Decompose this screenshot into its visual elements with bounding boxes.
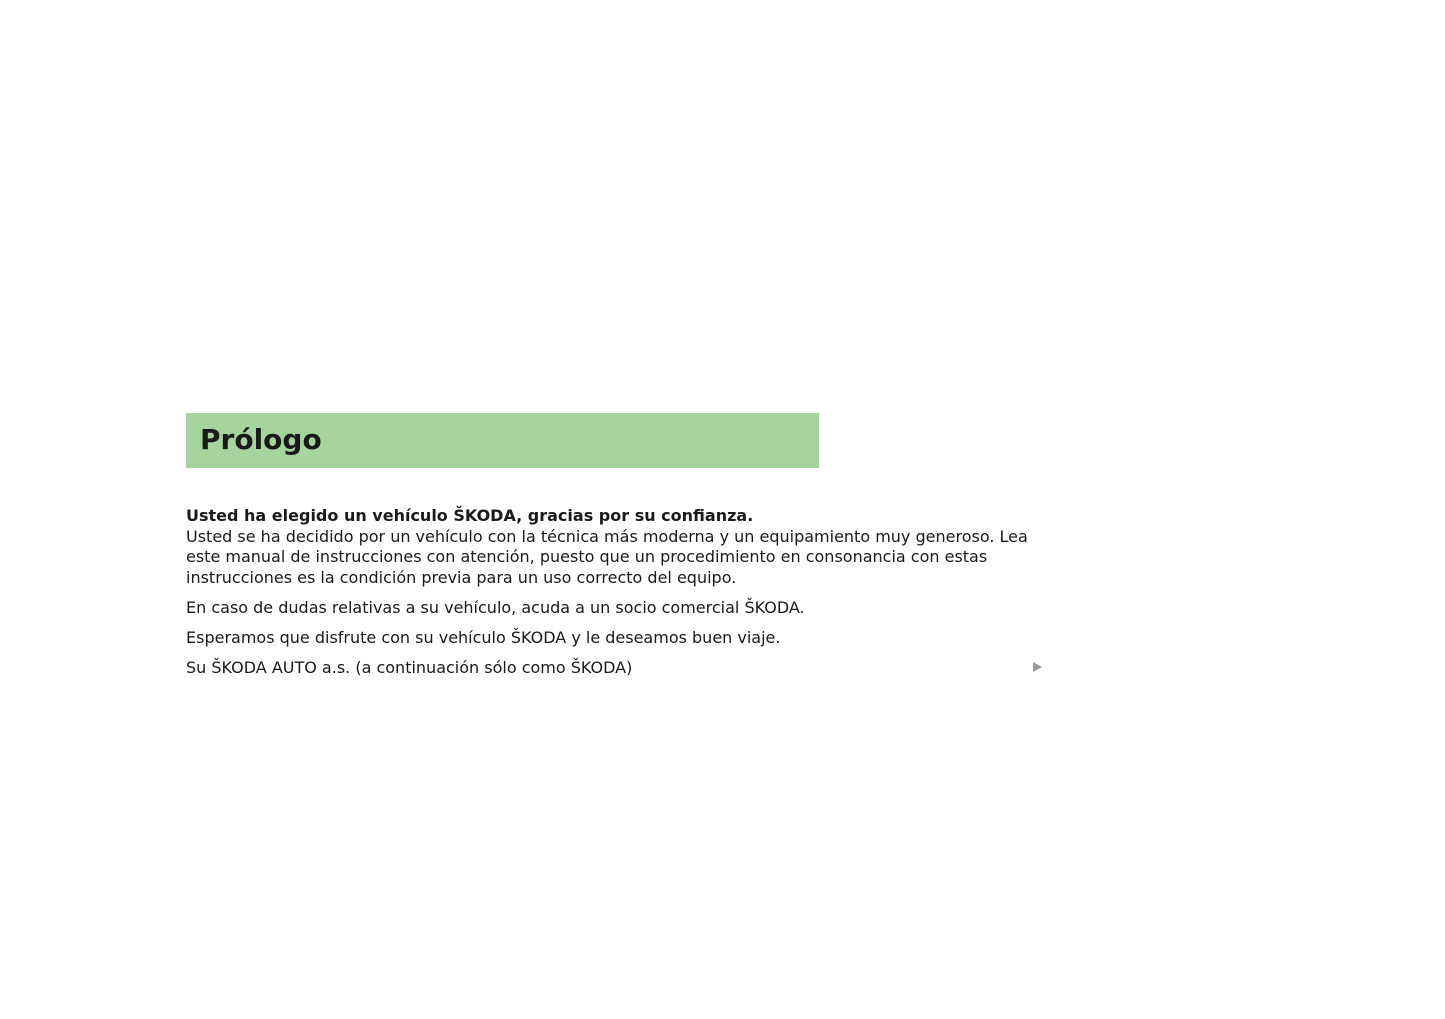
section-title-bar xyxy=(186,413,819,468)
paragraph-text: Usted se ha decidido por un vehículo con la técnica más moderna y un equipamiento muy generoso. Lea este manual de instrucciones con atención, puesto que un procedimiento en consonancia con estas instrucciones es la condición previa para un uso correcto del equipo. xyxy=(186,526,1028,587)
lead-sentence: Usted ha elegido un vehículo ŠKODA, gracias por su confianza. xyxy=(186,506,754,525)
intro-paragraph xyxy=(186,506,1036,588)
wishes-paragraph: Esperamos que disfrute con su vehículo ŠKODA y le deseamos buen viaje. xyxy=(186,627,781,647)
page-title: Prólogo xyxy=(200,423,322,456)
signature-paragraph: Su ŠKODA AUTO a.s. (a continuación sólo como ŠKODA) xyxy=(186,657,633,677)
triangle-right-icon xyxy=(1033,662,1042,672)
support-paragraph: En caso de dudas relativas a su vehículo, acuda a un socio comercial ŠKODA. xyxy=(186,597,805,617)
prologue-body xyxy=(186,506,1036,688)
